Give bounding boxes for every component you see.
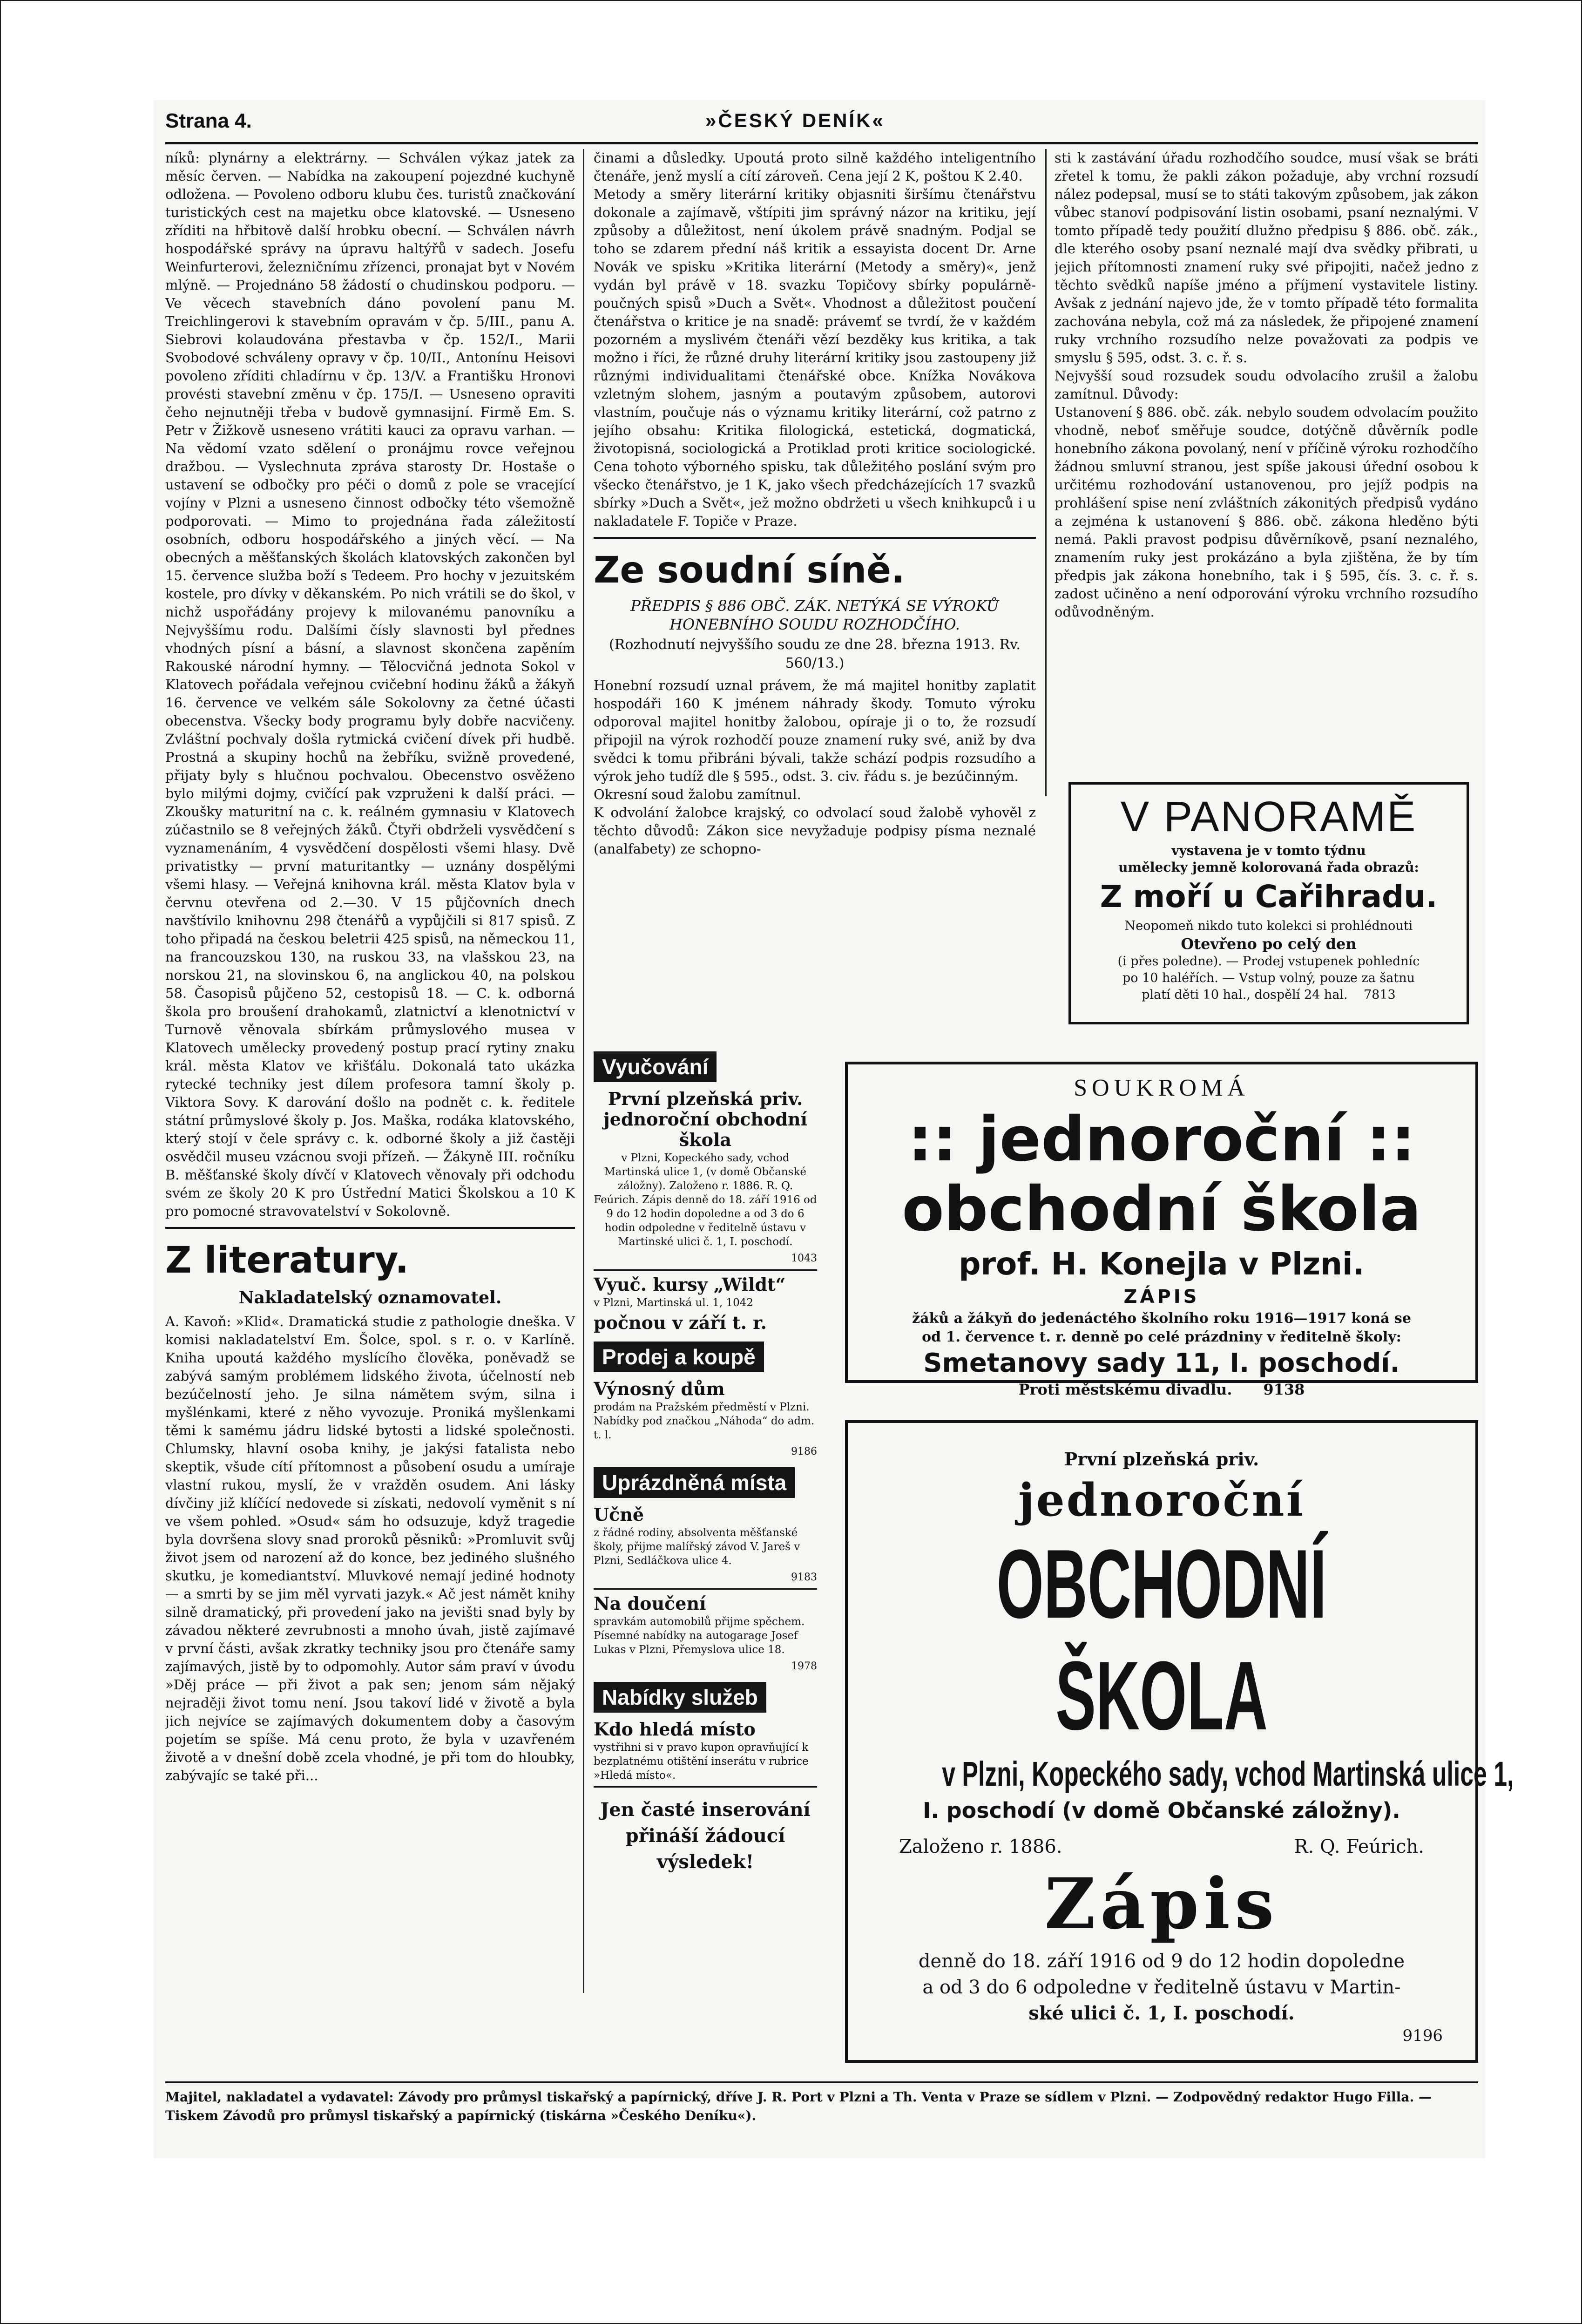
ad-founded: Založeno r. 1886. (899, 1836, 1062, 1857)
classified-body: z řádné rodiny, absolventa měšťanské školy, přijme malířský závod V. Jareš v Plzni, Sedláčkova ulice 4. (594, 1527, 800, 1567)
classified-number: 9183 (791, 1572, 817, 1583)
ad-line: žáků a žákyň do jedenáctého školního roku 1916—1917 koná se (912, 1310, 1411, 1327)
ad-line: umělecky jemně kolorovaná řada obrazů: (1118, 860, 1419, 875)
ad-row (848, 1824, 1475, 1860)
masthead: »ČESKÝ DENÍK« (705, 109, 885, 131)
court-note: (Rozhodnutí nejvyššího soudu ze dne 28. března 1913. Rv. 560/13.) (609, 637, 1021, 671)
ad-title: jednoroční (1018, 1474, 1305, 1526)
classifieds-column (594, 1043, 817, 1965)
ad-number: 9196 (1402, 2026, 1443, 2045)
classified-title: Učně (594, 1504, 644, 1525)
classified-divider (594, 1786, 817, 1788)
article-text: Okresní soud žalobu zamítnul. (594, 786, 801, 802)
page-footer: Majitel, nakladatel a vydavatel: Závody pro průmysl tiskařský a papírnický, dříve J. R. Port v Plzni a Th. Venta v Praze se sídlem v Plzni. — Zodpovědný redaktor Hugo Filla. — Tiskem Závodů pro průmysl tiskařský a papírnický (tiskárna »Českého Deníku«). (165, 2081, 1478, 2125)
category-header-sale: Prodej a koupě (594, 1342, 764, 1372)
classified-title: První plzeňská priv. jednoroční obchodní škola (603, 1088, 807, 1150)
ad-number: 9138 (1263, 1381, 1305, 1398)
ad-first-pilsen-school (845, 1420, 1514, 2063)
category-header-services: Nabídky služeb (594, 1682, 766, 1713)
column-divider (583, 149, 584, 1993)
section-subtitle: Nakladatelský oznamovatel. (238, 1288, 502, 1308)
classified-body: prodám na Pražském předměstí v Plzni. Nabídky pod značkou „Náhoda“ do adm. t. l. (594, 1401, 815, 1441)
page-number: Strana 4. (165, 109, 252, 132)
ad-line: po 10 haléřích. — Vstup volný, pouze za šatnu (1122, 971, 1415, 985)
classified-title: Kdo hledá místo (594, 1719, 756, 1740)
ad-line: vystavena je v tomto týdnu (1171, 843, 1366, 858)
ad-private-school (845, 1062, 1478, 1398)
article-text: sti k zastávání úřadu rozhodčího soudce, musí však se bráti zřetel k tomu, že pakli zákon požaduje, aby vrchní rozsudí nález podepsal, musí se to státi takovým způsobem, jak zákon vůbec stanoví podpisování listin osobami, psaní neznalými. V tomto případě tedy použití dlužno předpisu § 886. obč. zák., dle kterého osoby psaní neznalé mají dva svědky přibrati, u jejich přítomnosti znamení ruky své připojiti, načež jedno z těchto svědků napíše jméno a příjmení vystavitele listiny. Avšak z jednání najevo jde, že v tomto případě této formalita zachována nebyla, což má za následek, že připojené znamení ruky vrchního rozsudího nelze považovati za podpis ve smyslu § 595, odst. 3. c. ř. s. (1055, 150, 1478, 366)
category-header-vacancies: Uprázdněná místa (594, 1467, 795, 1498)
column-divider (1045, 149, 1047, 796)
ad-address: Smetanovy sady 11, I. poschodí. (923, 1348, 1400, 1378)
ad-headline: Z moří u Cařihradu. (1100, 879, 1438, 915)
ad-address: v Plzni, Kopeckého sady, vchod Martinská ulice 1, (942, 1755, 1514, 1793)
classified-number: 1978 (791, 1660, 817, 1672)
ad-text: Proti městskému divadlu. (1018, 1381, 1232, 1398)
ad-title: OBCHODNÍ ŠKOLA (996, 1529, 1327, 1750)
classified-divider (594, 1588, 817, 1590)
ad-title: obchodní škola (902, 1173, 1421, 1245)
article-text: níků: plynárny a elektrárny. — Schválen výkaz jatek za měsíc červen. — Nabídka na zakoupení pojezdné kuchyně odložena. — Povoleno odboru klubu čes. turistů značkování turistických cest na majetku obce klatovské. — Usneseno zříditi na hřbitově další hrobku obecní. — Schválen návrh hospodářské správy na úpravu haltýřů v sadech. Josefu Weinfurterovi, železničnímu zřízenci, pronajat byt v Novém mlýně. — Projednáno 58 žádostí o chudinskou podporu. — Ve věcech stavebních dáno povolení panu M. Treichlingerovi k stavebním opravám v čp. 5/III., panu A. Siebrovi kolaudována přestavba v čp. 152/I., Marii Svobodové schváleny opravy v čp. 10/II., Antonínu Heisovi povoleno zříditi chladírnu v čp. 13/V. a Františku Hronovi provésti stavební změnu v čp. 175/I. — Usneseno opraviti čeho nejnutněji třeba v budově gymnasijní. Firmě Em. S. Petr v Žižkově usneseno vrátiti kauci za opravu varhan. — Na vědomí vzato sdělení o pronájmu rovce veřejnou dražbou. — Vyslechnuta zpráva starosty Dr. Hostaše o ustavení se odbočky pro péči o domů z pole se vracející vojíny v Plzni a usneseno činnost odbočky této všemožně podporovati. — Mimo to projednána řada záležitostí osobních, odboru hospodářského a jiných věcí. — Na obecných a měšťanských školách klatovských zakončen byl 15. července služba boží s Tedeem. Pro hochy v jezuitském kostele, pro dívky v děkanském. Po nich vrátili se do škol, v nichž uspořádány projevy k milovanému panovníku a Nejvyššímu rodu. Dalšími čísly slavnosti byl přednes vhodných písní a básní, a slavnost skončena zapěním Rakouské národní hymny. — Tělocvičná jednota Sokol v Klatovech pořádala veřejnou cvičební hodinu žáků a žákyň 16. července ve velkém sále Sokolovny za četné účasti obecenstva. Všecky body programu byly dobře nacvičeny. Zvláštní pochvaly došla rytmická cvičení dívek při hudbě. Prostná a skupiny hochů na žebříku, svižně provedené, přijaty byly s hlučnou pochvalou. Obecenstvo osvěženo bylo milými dojmy, cvičící pak vzpruženi k další práci. — Zkoušky maturitní na c. k. reálném gymnasiu v Klatovech zúčastnilo se 8 veřejných žáků. Čtyři obdrželi vysvědčení s vyznamenáním, 4 vysvědčení dospělosti všemi hlasy. Dvě privatistky — první maturitantky — uznány dospělými všemi hlasy. — Veřejná knihovna král. města Klatov byla v červnu otevřena od 2.—30. V 15 půjčovních dnech navštívilo knihovnu 298 čtenářů a vypůjčili si 817 spisů. Z toho připadá na českou beletrii 425 spisů, na německou 11, na francouzskou 130, na ruskou 33, na vlašskou 23, na norskou 21, na slovinskou 6, na anglickou 40, na polskou 58. Časopisů půjčeno 52, cestopisů 18. — C. k. odborná škola pro broušení drahokamů, zlatnictví a klenotnictví v Turnově věnovala sbírkám průmyslového musea v Klatovech umělecky provedený postup prací rytiny znaku král. města Klatov ve křišťálu. Dokonalá tato ukázka rytecké techniky jest dílem profesora tamní školy p. Viktora Sovy. K darování došlo na podnět c. k. ředitele státní průmyslové školy p. Jos. Maška, rodáka klatovského, který stojí v čele správy c. k. odborné školy a již častěji osvědčil museu vzácnou svoji přízeň. — Žákyně III. ročníku B. měšťanské školy dívčí v Klatovech věnovaly při odchodu svém ze školy 20 K pro Ústřední Matici Školskou a 10 K pro pomocné stravovatelství v Sokolovně. (165, 150, 575, 1219)
promo-text: Jen časté inserování přináší žádoucí výsledek! (600, 1799, 811, 1873)
classified-number: 1043 (791, 1253, 817, 1264)
ad-line: denně do 18. září 1916 od 9 do 12 hodin dopoledne (918, 1951, 1405, 1972)
section-title-court: Ze soudní síně. (594, 549, 905, 591)
category-header-teaching: Vyučování (594, 1051, 717, 1082)
ad-head: První plzeňská priv. (1064, 1449, 1259, 1470)
ad-title: V PANORAMĚ (1120, 793, 1417, 840)
classified-title: Výnosný dům (594, 1378, 725, 1399)
article-text: Ustanovení § 886. obč. zák. nebylo soudem odvolacím použito vhodně, neboť směřuje soudce, dotýčně důvěrník podle honebního zákona povolaný, není v příčině výroku rozhodčího žádnou smluvní stranou, jest spíše jakousi úřední osobou k určitému rozhodování ustanovenou, pro jejíž podpis na prohlášení spise není zvláštních zákonitých předpisů vydáno a zejména k ustanovení § 886. obč. zákona hleděno býti nemá. Pakli pravost podpisu důvěrníkově, psaní neznalého, znamením ruky jest prokázáno a byla zjištěna, že by tím předpis jak zákona honebního, tak i § 595, čís. 3. c. ř. s. zadost učiněno a není odporování výroku vrchního rozsudího odůvodněným. (1055, 404, 1478, 620)
ad-section: ZÁPIS (1123, 1286, 1200, 1308)
article-text: Nejvyšší soud rozsudek soudu odvolacího zrušil a žalobu zamítnul. Důvody: (1055, 368, 1478, 402)
ad-subtitle: prof. H. Konejla v Plzni. (959, 1246, 1365, 1282)
column-2 (594, 149, 1036, 1034)
article-text: Metody a směry literární kritiky objasniti širšímu čtenářstvu dokonale a zajímavě, vštípiti jim správný názor na kritiku, její způsoby a důležitost, není úkolem právě snadným. Podjal se toho se zdarem přední náš kritik a essayista docent Dr. Arne Novák ve spisku »Kritika literární (Metody a směry)«, jenž vydán byl právě v 18. svazku Topičovy sbírky populárně-poučných spisů »Duch a Svět«. Vhodnost a důležitost poučení čtenářstva o kritice je na snadě: právemť se tvrdí, že v každém pozorném a myslivém čtenáři vězí bezděky kus kritika, a tak možno i říci, že různé druhy literární kritiky jsou zastoupeny již různými individualitami čtenářské obce. Knížka Novákova vzletným slohem, jasným a poutavým způsobem, autorovi vlastním, poučuje nás o významu kritiky literární, což patrno z jejího obsahu: Kritika filologická, estetická, dogmatická, životopisná, sociologická a Protiklad proti kritice sociologické. Cena tohoto výborného spisku, tak důležitého poslání svým pro všecko čtenářstvo, je 1 K, jako všech předcházejících 17 svazků sbírky »Duch a Svět«, jež možno obdržeti u všech knihkupců i u nakladatele F. Topiče v Praze. (594, 186, 1036, 529)
classified-body (594, 1296, 817, 1310)
classified-divider (594, 1269, 817, 1271)
classified-body: v Plzni, Kopeckého sady, vchod Martinská ulice 1, (v domě Občanské záložny). Založeno r. 1886. R. Q. Feúrich. Zápis denně do 18. září 1916 od 9 do 12 hodin dopoledne a od 3 do 6 hodin odpoledne v ředitelně ústavu v Martinské ulici č. 1, I. poschodí. (594, 1152, 817, 1248)
classified-title: Vyuč. kursy „Wildt“ (594, 1274, 786, 1295)
classified-tagline: počnou v září t. r. (594, 1312, 767, 1333)
ad-line: ské ulici č. 1, I. poschodí. (1028, 2002, 1295, 2024)
article-text: K odvolání žalobce krajský, co odvolací soud žalobě vyhověl z těchto důvodů: Zákon sice nevyžaduje podpisy písma neznalé (analfabety) ze schopno- (594, 805, 1036, 857)
ad-line (848, 1380, 1475, 1399)
court-subheading: PŘEDPIS § 886 OBČ. ZÁK. NETÝKÁ SE VÝROKŮ HONEBNÍHO SOUDU ROZHODČÍHO. (630, 597, 999, 633)
ad-text: platí děti 10 hal., dospělí 24 hal. (1142, 988, 1348, 1002)
classified-number: 1042 (726, 1297, 754, 1309)
ad-line: a od 3 do 6 odpoledne v ředitelně ústavu v Martin- (922, 1977, 1401, 1998)
ad-line: Otevřeno po celý den (1181, 935, 1357, 953)
ad-line: Neopomeň nikdo tuto kolekci si prohlédnouti (1124, 919, 1413, 933)
column-1 (165, 149, 575, 1998)
ad-number: 7813 (1364, 988, 1396, 1002)
ad-section: Zápis (1044, 1863, 1279, 1945)
article-text: A. Kavoň: »Klid«. Dramatická studie z pathologie dneška. V komisi nakladatelství Em. Šolce, spol. s r. o. v Karlíně. Kniha upoutá každého myslícího člověka, poněvadž se zabývá samým problémem lidského života, účelností neb bezúčelností jeho. Je silna námětem svým, silna i myšlénkami, které z něho vyvozuje. Proniká myšlenkami těmi k samému jádru lidské bytosti a lidské společnosti. Chlumsky, hlavní osoba knihy, je jakýsi fatalista nebo skeptik, všude cítí přítomnost a působení osudu a umíraje vlastní rukou, myslí, že v vražděn osudem. Ani lásky dívčiny již klíčící nedovede si získati, nedovolí vyměnit s ní ve všem pohled. »Osud« sám ho odsuzuje, když tragedie byla dovršena slovy snad proroků pěsniků: »Promluvit svůj život jsem od narození až do konce, bez jediného slušného skutku, je komediantství. Mluvkové nemají jediné hodnoty — a smrti by se jim měl vyrvati jazyk.« Ač jest námět knihy silně dramatický, při provedení jako na jevišti snad byly by závadou některé zevrubnosti a mnoho úvah, jistě zajímavé v první části, avšak zkratky techniky jsou pro čtenáře samy zajímavých, jistě by to odpomohly. Autor sám praví v úvodu »Děj práce — při život a pak sen; jenom sám nějaký nejraději život tomu není. Jsou takoví lidé v životě a byla jich nejvíce se zajímavých dokumentem doby a časovým pojetím se spíše. Má cenu proto, že byla v uzavřeném životě a v dnešní době zcela vhodné, je při tom do hloubky, zabývajíc se také při... (165, 1314, 575, 1783)
ad-line: (i přes poledne). — Prodej vstupenek pohledníc (1117, 954, 1420, 969)
ad-line: I. poschodí (v domě Občanské záložny). (923, 1798, 1400, 1823)
classified-number: 9186 (791, 1446, 817, 1457)
classified-text: v Plzni, Martinská ul. 1, (594, 1297, 723, 1309)
classified-body: vystřihni si v pravo kupon opravňující k bezplatnému otištění inserátu v rubrice »Hledá místo«. (594, 1741, 809, 1782)
ad-panorama (1068, 782, 1469, 1024)
classified-body: spravkám automobilů přijme spěchem. Písemné nabídky na autogarage Josef Lukas v Plzni, Přemyslova ulice 18. (594, 1616, 805, 1656)
ad-line: od 1. července t. r. denně po celé prázdniny v ředitelně školy: (922, 1329, 1401, 1345)
column-3 (1055, 149, 1478, 801)
classified-title: Na doučení (594, 1593, 706, 1614)
ad-head: SOUKROMÁ (1074, 1075, 1250, 1101)
section-divider (594, 537, 1036, 539)
ad-director: R. Q. Feúrich. (1294, 1836, 1424, 1857)
article-text: Honební rozsudí uznal právem, že má majitel honitby zaplatit hospodáři 160 K jménem náhrady škody. Tomuto výroku odporoval majitel honitby žalobou, opíraje ji o to, že rozsudí připojil na výrok rozhodčí pouze znamení ruky své, aniž by dva svědci k tomu přibráni bývali, takže schází podpis rozsudího a výrok jeho tudíž dle § 595., odst. 3. civ. řádu s. je bezúčinným. (594, 678, 1036, 784)
article-text: činami a důsledky. Upoutá proto silně každého inteligentního čtenáře, jenž myslí a cítí zároveň. Cena její 2 K, poštou K 2.40. (594, 150, 1036, 184)
ad-line (1071, 987, 1467, 1003)
ad-title: :: jednoroční :: (907, 1104, 1416, 1175)
page-header (165, 109, 1478, 144)
section-title-literature: Z literatury. (165, 1240, 409, 1281)
section-divider (165, 1227, 575, 1229)
